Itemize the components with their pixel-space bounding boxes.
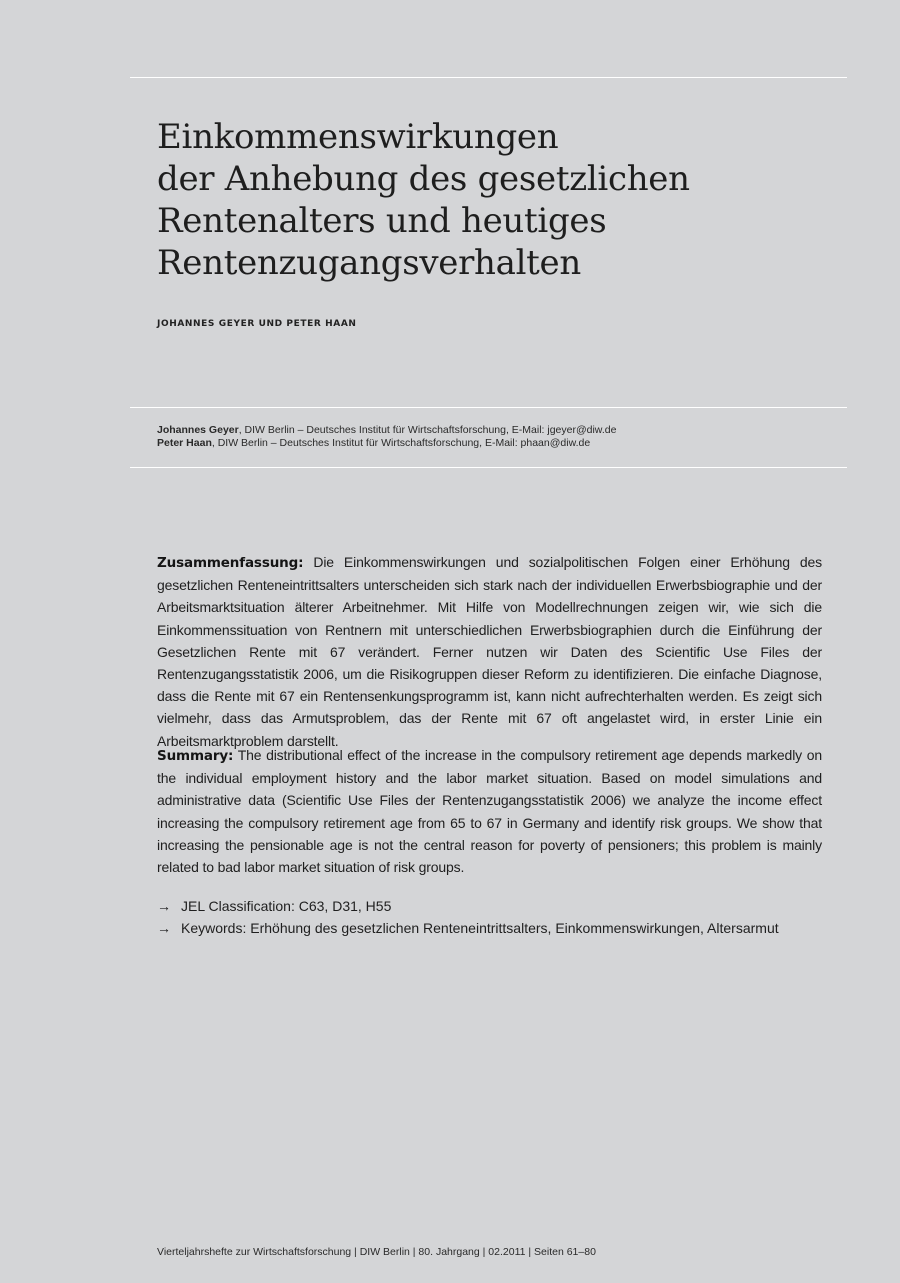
abstract-german-text: Die Einkommenswirkungen und sozialpolitischen Folgen einer Erhöhung des gesetzlichen Renteneintrittsalters unterscheiden sich stark nach der individuellen Erwerbsbiographie und der Arbeitsmarktsituation älterer Arbeitnehmer. Mit Hilfe von Modellrechnungen zeigen wir, wie sich die Einkommenssituation von Rentnern mit unterschiedlichen Erwerbsbiographien durch die Einführung der Gesetzlichen Rente mit 67 verändert. Ferner nutzen wir Daten des Scientific Use Files der Rentenzugangsstatistik 2006, um die Risikogruppen dieser Reform zu identifizieren. Die einfache Diagnose, dass die Rente mit 67 ein Rentensenkungsprogramm ist, kann nicht aufrechterhalten werden. Es zeigt sich vielmehr, dass das Armutsproblem, das der Rente mit 67 oft angelastet wird, in erster Linie ein Arbeitsmarktproblem darstellt. <box>157 554 822 749</box>
keywords <box>157 917 779 939</box>
affiliation-author-name: Johannes Geyer <box>157 424 239 436</box>
jel-classification <box>157 895 779 917</box>
keywords-text: Keywords: Erhöhung des gesetzlichen Renteneintrittsalters, Einkommenswirkungen, Altersarmut <box>181 920 779 936</box>
top-divider <box>130 77 847 78</box>
abstract-german <box>157 551 822 752</box>
abstract-german-label: Zusammenfassung: <box>157 555 304 571</box>
jel-text: JEL Classification: C63, D31, H55 <box>181 898 392 914</box>
author-affiliations <box>157 424 616 450</box>
arrow-right-icon: → <box>157 920 171 936</box>
affiliation-line-1 <box>157 424 616 437</box>
affiliation-text: , DIW Berlin – Deutsches Institut für Wirtschaftsforschung, E-Mail: jgeyer@diw.de <box>238 424 617 436</box>
article-title <box>157 116 847 284</box>
title-line-2: der Anhebung des gesetzlichen <box>157 159 690 199</box>
title-line-4: Rentenzugangsverhalten <box>157 243 581 283</box>
author-byline: JOHANNES GEYER UND PETER HAAN <box>157 319 357 329</box>
classification-list <box>157 895 779 939</box>
title-line-3: Rentenalters und heutiges <box>157 201 607 241</box>
affiliation-line-2 <box>157 437 616 450</box>
title-line-1: Einkommenswirkungen <box>157 117 559 157</box>
abstract-english <box>157 744 822 878</box>
affiliation-divider-top <box>130 407 847 408</box>
affiliation-author-name: Peter Haan <box>157 437 212 449</box>
abstract-english-label: Summary: <box>157 748 234 764</box>
affiliation-text: , DIW Berlin – Deutsches Institut für Wirtschaftsforschung, E-Mail: phaan@diw.de <box>211 437 591 449</box>
arrow-right-icon: → <box>157 898 171 914</box>
affiliation-divider-bottom <box>130 467 847 468</box>
journal-footer: Vierteljahrshefte zur Wirtschaftsforschung | DIW Berlin | 80. Jahrgang | 02.2011 | Seiten 61–80 <box>157 1246 596 1258</box>
abstract-english-text: The distributional effect of the increase in the compulsory retirement age depends markedly on the individual employment history and the labor market situation. Based on model simulations and administrative data (Scientific Use Files der Rentenzugangsstatistik 2006) we analyze the income effect increasing the compulsory retirement age from 65 to 67 in Germany and identify risk groups. We show that increasing the pensionable age is not the central reason for poverty of pensioners; this problem is mainly related to bad labor market situation of risk groups. <box>157 747 822 876</box>
